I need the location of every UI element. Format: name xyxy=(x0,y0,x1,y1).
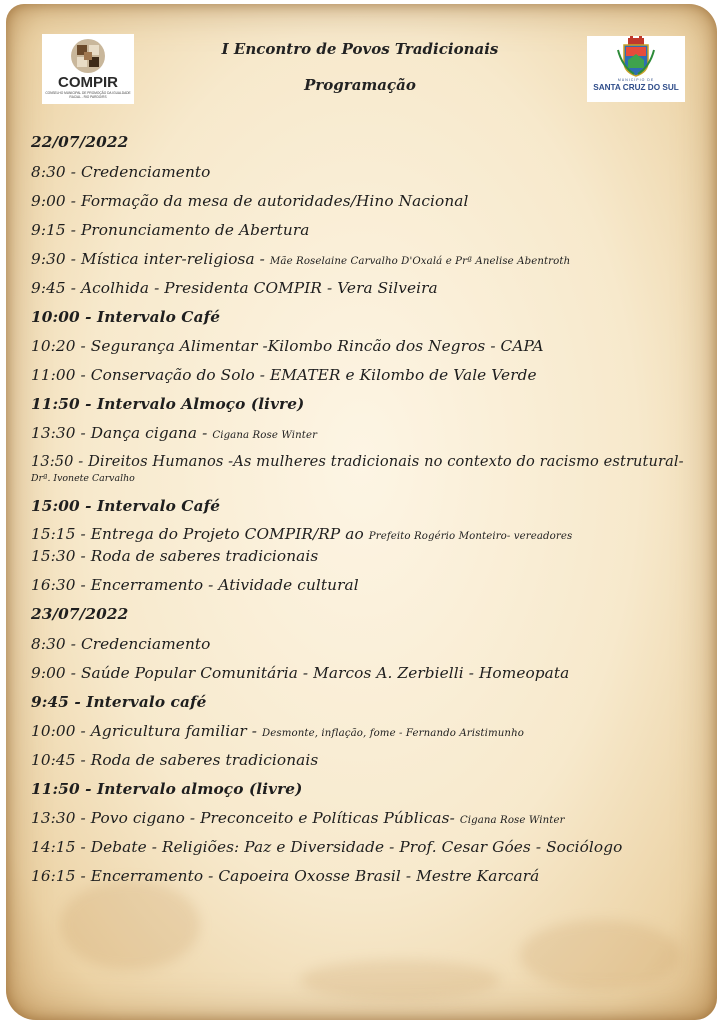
speaker-names: Prefeito Rogério Monteiro- vereadores xyxy=(368,531,573,542)
speaker-names: Cigana Rose Winter xyxy=(459,815,565,826)
coat-of-arms-icon xyxy=(616,36,656,78)
event-title: I Encontro de Povos Tradicionais xyxy=(221,40,499,58)
schedule-item: 13:30 - Dança cigana - Cigana Rose Winter xyxy=(31,424,318,442)
schedule-item: 16:30 - Encerramento - Atividade cultural xyxy=(31,576,359,594)
schedule-item: 13:30 - Povo cigano - Preconceito e Políticas Públicas- Cigana Rose Winter xyxy=(31,809,565,827)
schedule-item: 13:50 - Direitos Humanos -As mulheres tradicionais no contexto do racismo estrutural- xyxy=(31,453,684,470)
santa-cruz-logo-subtitle: MUNICÍPIO DE xyxy=(617,78,655,82)
schedule-item: 15:15 - Entrega do Projeto COMPIR/RP ao Prefeito Rogério Monteiro- vereadores xyxy=(31,525,573,543)
compir-emblem-icon xyxy=(68,37,108,75)
break-item: 15:00 - Intervalo Café xyxy=(31,497,221,515)
speaker-names: Drª. Ivonete Carvalho xyxy=(31,473,135,484)
break-item: 11:50 - Intervalo Almoço (livre) xyxy=(31,395,305,413)
break-item: 9:45 - Intervalo café xyxy=(31,693,207,711)
schedule-item: 9:00 - Saúde Popular Comunitária - Marcos A. Zerbielli - Homeopata xyxy=(31,664,570,682)
compir-logo-subtitle: CONSELHO MUNICIPAL DE PROMOÇÃO DA IGUALDADE RACIAL - RIO PARDO/RS xyxy=(45,91,131,99)
santa-cruz-logo xyxy=(587,36,685,102)
schedule-item: 10:20 - Segurança Alimentar -Kilombo Rincão dos Negros - CAPA xyxy=(31,337,544,355)
schedule-item: 15:30 - Roda de saberes tradicionais xyxy=(31,547,319,565)
day2-date: 23/07/2022 xyxy=(31,605,129,623)
paper-stain xyxy=(520,920,680,990)
program-heading: Programação xyxy=(304,76,416,94)
schedule-item: 9:30 - Mística inter-religiosa - Mãe Roselaine Carvalho D'Oxalá e Prª Anelise Abentroth xyxy=(31,250,571,268)
schedule-item: 9:45 - Acolhida - Presidenta COMPIR - Vera Silveira xyxy=(31,279,438,297)
schedule-item: 16:15 - Encerramento - Capoeira Oxosse Brasil - Mestre Karcará xyxy=(31,867,540,885)
schedule-item: 10:00 - Agricultura familiar - Desmonte, inflação, fome - Fernando Aristimunho xyxy=(31,722,524,740)
paper-stain xyxy=(60,880,200,970)
schedule-item: 9:00 - Formação da mesa de autoridades/Hino Nacional xyxy=(31,192,469,210)
schedule-item: 11:00 - Conservação do Solo - EMATER e Kilombo de Vale Verde xyxy=(31,366,537,384)
speaker-names: Desmonte, inflação, fome - Fernando Aristimunho xyxy=(262,728,524,739)
schedule-item: 9:15 - Pronunciamento de Abertura xyxy=(31,221,310,239)
santa-cruz-logo-text: SANTA CRUZ DO SUL xyxy=(593,83,679,92)
compir-logo-text: COMPIR xyxy=(58,74,118,91)
compir-logo xyxy=(42,34,134,104)
schedule-item: 14:15 - Debate - Religiões: Paz e Diversidade - Prof. Cesar Góes - Sociólogo xyxy=(31,838,623,856)
day1-date: 22/07/2022 xyxy=(31,133,129,151)
schedule-item: 10:45 - Roda de saberes tradicionais xyxy=(31,751,319,769)
speaker-names: Mãe Roselaine Carvalho D'Oxalá e Prª Anelise Abentroth xyxy=(269,256,571,267)
schedule-item: 8:30 - Credenciamento xyxy=(31,163,211,181)
paper-stain xyxy=(300,960,500,1000)
schedule-item: 8:30 - Credenciamento xyxy=(31,635,211,653)
break-item: 11:50 - Intervalo almoço (livre) xyxy=(31,780,303,798)
speaker-names: Cigana Rose Winter xyxy=(212,430,318,441)
break-item: 10:00 - Intervalo Café xyxy=(31,308,221,326)
